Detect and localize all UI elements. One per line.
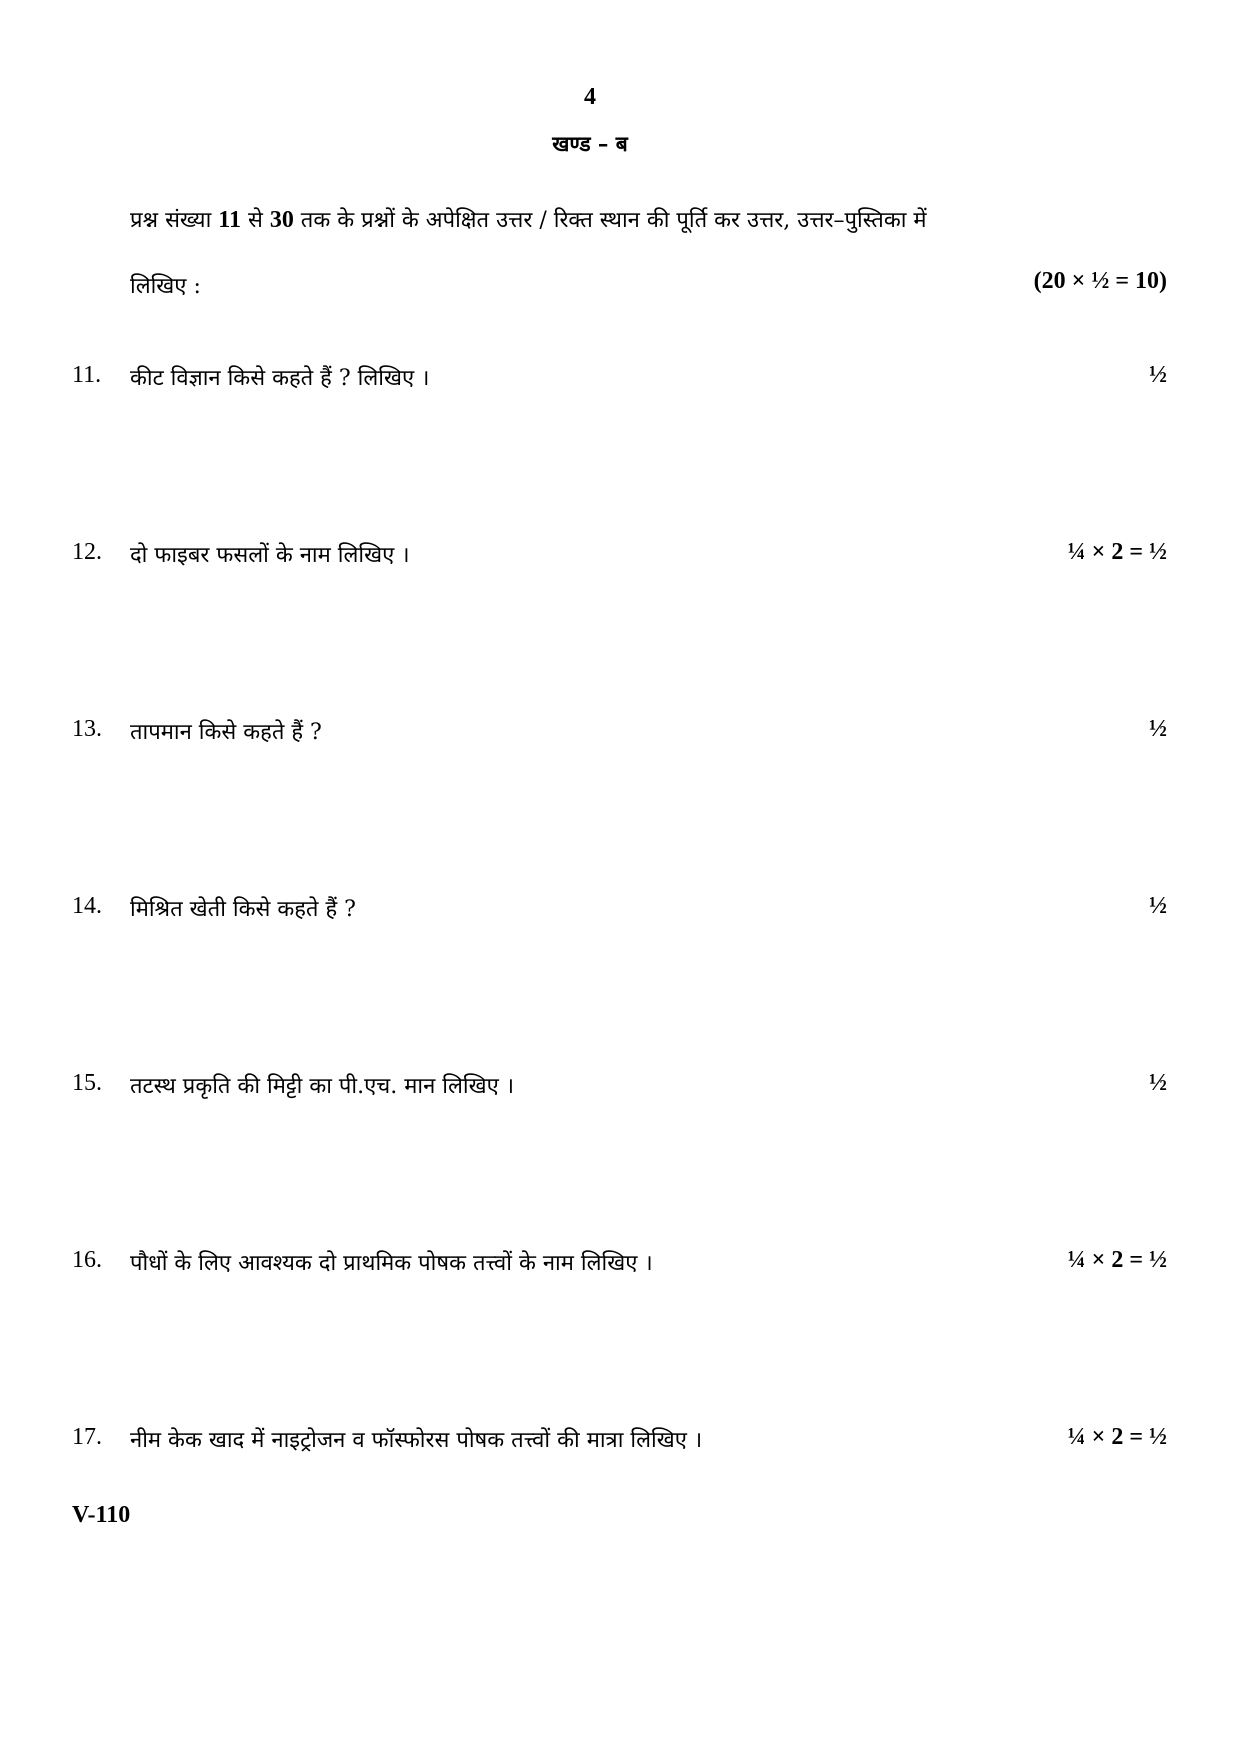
question-16 bbox=[0, 1247, 1241, 1287]
question-text: तटस्थ प्रकृति की मिट्टी का पी.एच. मान लिखिए । bbox=[130, 1074, 515, 1099]
instruction-to: 30 bbox=[269, 207, 294, 233]
question-text: तापमान किसे कहते हैं ? bbox=[130, 720, 322, 745]
total-marks: (20 × ½ = 10) bbox=[1033, 268, 1167, 294]
question-number: 14. bbox=[72, 893, 102, 919]
instruction-part-3: तक के प्रश्नों के अपेक्षित उत्तर / रिक्त स्थान की पूर्ति कर उत्तर, उत्तर–पुस्तिका में bbox=[293, 208, 927, 233]
section-title: खण्ड – ब bbox=[552, 131, 628, 156]
question-marks: ½ bbox=[1149, 362, 1167, 388]
question-text: दो फाइबर फसलों के नाम लिखिए । bbox=[130, 543, 410, 568]
question-14 bbox=[0, 893, 1241, 933]
page-number: 4 bbox=[584, 84, 596, 110]
paper-code: V-110 bbox=[72, 1502, 131, 1528]
question-text: पौधों के लिए आवश्यक दो प्राथमिक पोषक तत्त्वों के नाम लिखिए । bbox=[130, 1251, 653, 1276]
instruction-line-1 bbox=[130, 204, 1170, 234]
question-13 bbox=[0, 716, 1241, 756]
instruction-part-2: से bbox=[240, 208, 270, 233]
question-11 bbox=[0, 362, 1241, 402]
question-marks: ½ bbox=[1149, 893, 1167, 919]
question-number: 11. bbox=[72, 362, 102, 388]
question-text: मिश्रित खेती किसे कहते हैं ? bbox=[130, 897, 356, 922]
instruction-line-2: लिखिए : bbox=[130, 274, 201, 299]
question-number: 15. bbox=[72, 1070, 102, 1096]
question-marks: ¼ × 2 = ½ bbox=[1067, 1247, 1167, 1273]
question-number: 12. bbox=[72, 539, 102, 565]
question-12 bbox=[0, 539, 1241, 579]
instruction-from: 11 bbox=[218, 207, 241, 233]
question-marks: ½ bbox=[1149, 1070, 1167, 1096]
question-17 bbox=[0, 1424, 1241, 1464]
question-15 bbox=[0, 1070, 1241, 1110]
question-number: 13. bbox=[72, 716, 102, 742]
question-marks: ¼ × 2 = ½ bbox=[1067, 539, 1167, 565]
question-text: कीट विज्ञान किसे कहते हैं ? लिखिए । bbox=[130, 366, 430, 391]
instruction-part-1: प्रश्न संख्या bbox=[130, 208, 219, 233]
question-number: 17. bbox=[72, 1424, 102, 1450]
question-marks: ¼ × 2 = ½ bbox=[1067, 1424, 1167, 1450]
question-marks: ½ bbox=[1149, 716, 1167, 742]
question-text: नीम केक खाद में नाइट्रोजन व फॉस्फोरस पोषक तत्त्वों की मात्रा लिखिए । bbox=[130, 1428, 703, 1453]
question-number: 16. bbox=[72, 1247, 102, 1273]
